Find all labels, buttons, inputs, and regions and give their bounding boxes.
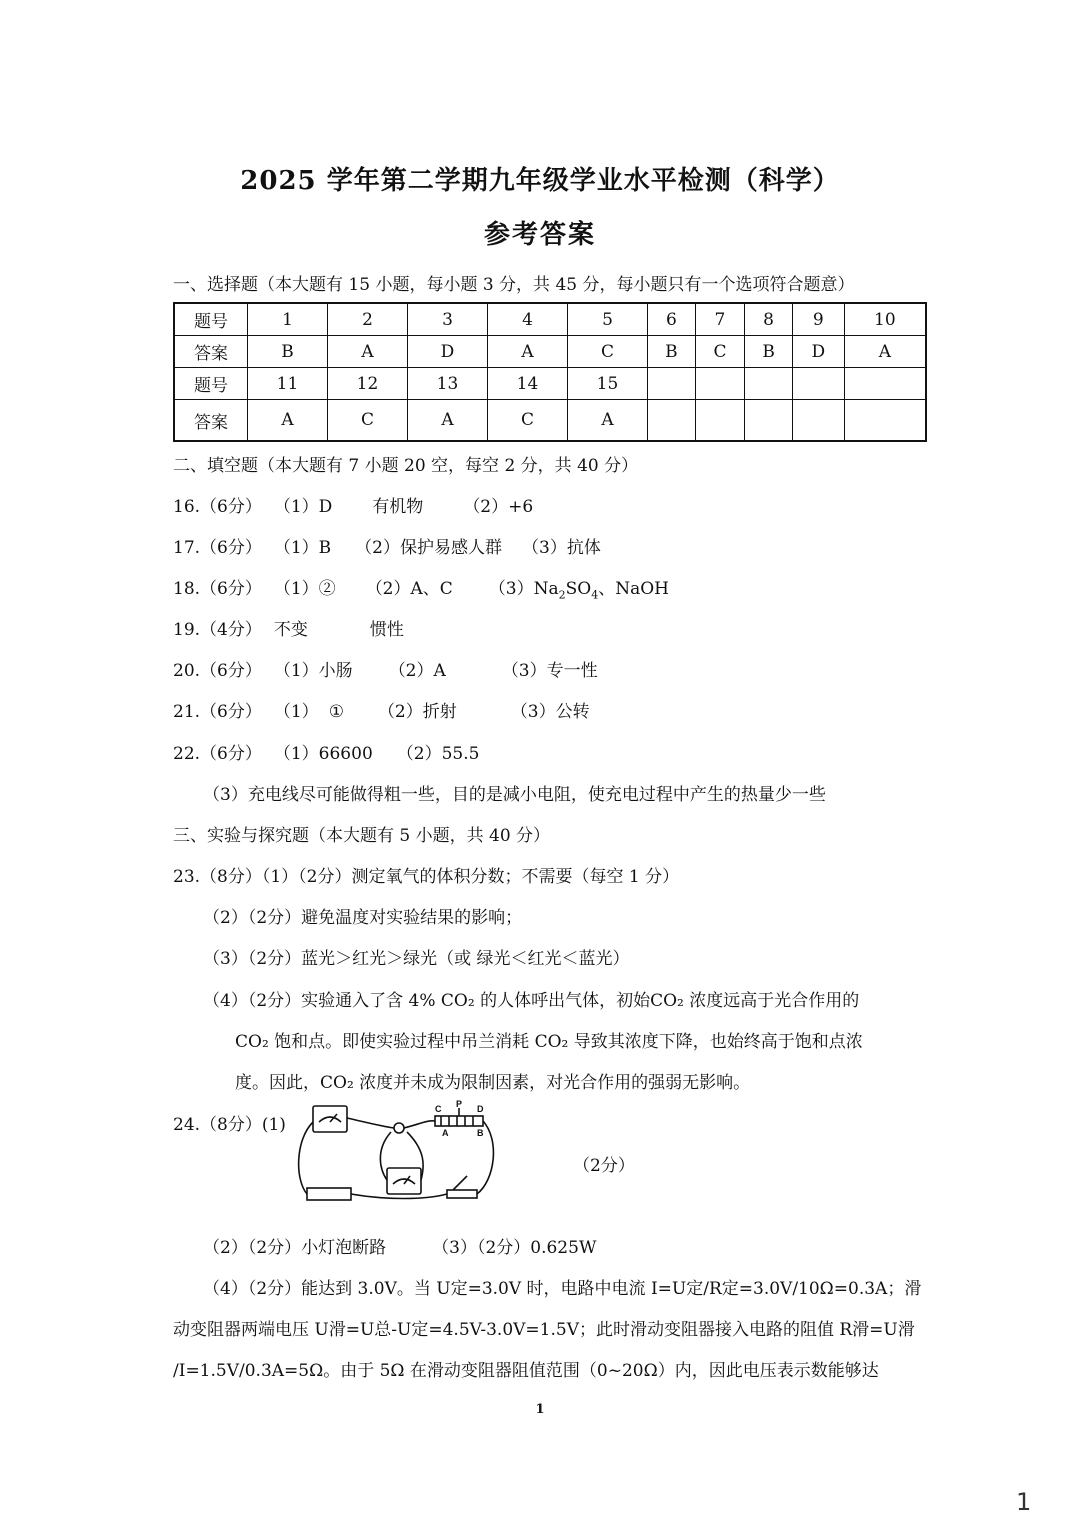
table-cell: C [695, 336, 745, 368]
section3-heading: 三、实验与探究题（本大题有 5 小题，共 40 分） [173, 826, 551, 846]
page-subtitle: 参考答案 [483, 220, 596, 250]
answer-q17 [173, 533, 601, 558]
answer-text: （3）抗体 [522, 538, 601, 558]
circuit-label: C [435, 1104, 442, 1114]
answer-q23-line: 23.（8分）（1）（2分）测定氧气的体积分数；不需要（每空 1 分） [173, 867, 680, 887]
answer-table [173, 302, 927, 442]
answer-text: （1）小肠 [273, 661, 353, 681]
answer-text: （2）+6 [463, 497, 534, 517]
table-cell: A [488, 336, 568, 368]
question-number: 17.（6分） [173, 538, 262, 558]
answer-text: （2）折射 [377, 702, 457, 722]
table-cell: 11 [248, 368, 328, 400]
table-cell: A [408, 400, 488, 442]
answer-q21 [173, 697, 590, 722]
table-cell: A [328, 336, 408, 368]
question-number: 20.（6分） [173, 661, 262, 681]
row-label: 答案 [174, 400, 248, 442]
table-cell [648, 368, 696, 400]
table-cell: 10 [844, 303, 926, 336]
table-row [174, 368, 926, 400]
answer-q24-line [203, 1233, 596, 1258]
table-cell [792, 400, 844, 442]
answer-text: （1）② [273, 579, 336, 599]
question-number: 19.（4分） [173, 620, 262, 640]
section2-heading: 二、填空题（本大题有 7 小题 20 空，每空 2 分，共 40 分） [173, 456, 639, 476]
table-cell: 2 [328, 303, 408, 336]
circuit-label: B [477, 1128, 484, 1138]
switch-shape [447, 1190, 477, 1198]
table-cell [648, 400, 696, 442]
table-cell: A [568, 400, 648, 442]
answer-q24-line: /I=1.5V/0.3A=5Ω。由于 5Ω 在滑动变阻器阻值范围（0~20Ω）内，因此电压表示数能够达 [173, 1361, 879, 1381]
answer-text: （2）A [388, 661, 446, 681]
answer-text: （1）B [273, 538, 332, 558]
table-cell [695, 368, 745, 400]
table-cell [792, 368, 844, 400]
table-cell: A [248, 400, 328, 442]
answer-q19 [173, 615, 404, 640]
page-number-corner: 1 [1016, 1488, 1032, 1516]
answer-q22-part3: （3）充电线尽可能做得粗一些，目的是减小电阻，使充电过程中产生的热量少一些 [203, 785, 826, 805]
row-label: 题号 [174, 303, 248, 336]
table-cell: A [844, 336, 926, 368]
table-cell: 4 [488, 303, 568, 336]
table-cell: 13 [408, 368, 488, 400]
answer-text: （2）A、C [365, 579, 453, 599]
row-label: 答案 [174, 336, 248, 368]
table-cell [695, 400, 745, 442]
question-number: 21.（6分） [173, 702, 262, 722]
answer-text: 有机物 [372, 497, 424, 517]
answer-text: （2）（2分）小灯泡断路 [203, 1238, 387, 1258]
circuit-label: P [456, 1100, 463, 1109]
answer-text: （1）D [273, 497, 333, 517]
answer-q18 [173, 574, 669, 601]
circuit-label: D [477, 1104, 484, 1114]
answer-text: （1） [273, 702, 319, 722]
page-number: 1 [535, 1402, 545, 1417]
table-cell: C [488, 400, 568, 442]
table-cell [745, 400, 793, 442]
table-cell: 7 [695, 303, 745, 336]
answer-q23-line: 度。因此，CO₂ 浓度并未成为限制因素，对光合作用的强弱无影响。 [235, 1073, 751, 1093]
table-cell: 12 [328, 368, 408, 400]
table-row [174, 336, 926, 368]
table-cell: B [648, 336, 696, 368]
table-cell: 6 [648, 303, 696, 336]
answer-text: （2）保护易感人群 [355, 538, 502, 558]
ammeter-shape [313, 1106, 347, 1132]
question-number: 18.（6分） [173, 579, 262, 599]
table-row [174, 400, 926, 442]
question-number: 22.（6分） [173, 744, 262, 764]
answer-text: （2）55.5 [396, 744, 480, 764]
table-cell: B [745, 336, 793, 368]
answer-text: 惯性 [369, 620, 404, 640]
table-cell: C [568, 336, 648, 368]
table-cell: 8 [745, 303, 793, 336]
answer-q24-line: （4）（2分）能达到 3.0V。当 U定=3.0V 时，电路中电流 I=U定/R定=3.0V/10Ω=0.3A；滑 [203, 1279, 922, 1299]
answer-text: $(3)Na_2SO_4$、NaOH [488, 579, 669, 602]
answer-q20 [173, 656, 598, 681]
battery-shape [307, 1188, 351, 1200]
table-cell: D [408, 336, 488, 368]
answer-q24-line: 动变阻器两端电压 U滑=U总-U定=4.5V-3.0V=1.5V；此时滑动变阻器接入电路的阻值 R滑=U滑 [173, 1320, 915, 1340]
table-row [174, 303, 926, 336]
question-number: 16.（6分） [173, 497, 262, 517]
table-cell: 14 [488, 368, 568, 400]
rheostat-shape [435, 1116, 483, 1126]
table-cell [844, 400, 926, 442]
answer-text: （1）66600 [273, 744, 373, 764]
answer-text: ① [328, 702, 344, 722]
answer-text: 不变 [273, 620, 308, 640]
answer-text: （3）专一性 [501, 661, 598, 681]
circuit-diagram [295, 1100, 500, 1208]
page-title: 2025 学年第二学期九年级学业水平检测（科学） [240, 166, 840, 196]
table-cell: C [328, 400, 408, 442]
answer-q22 [173, 739, 479, 764]
table-cell: B [248, 336, 328, 368]
answer-q23-line: （4）（2分）实验通入了含 4% CO₂ 的人体呼出气体，初始CO₂ 浓度远高于光合作用的 [203, 991, 860, 1011]
answer-q16 [173, 492, 533, 517]
answer-q23-line: （2）（2分）避免温度对实验结果的影响； [203, 908, 523, 928]
answer-text: （3）（2分）0.625W [432, 1238, 597, 1258]
voltmeter-shape [387, 1168, 421, 1194]
score-label: （2分） [573, 1156, 635, 1176]
table-cell: 1 [248, 303, 328, 336]
circuit-label: A [442, 1128, 449, 1138]
table-cell: 3 [408, 303, 488, 336]
table-cell: D [792, 336, 844, 368]
answer-q23-line: （3）（2分）蓝光＞红光＞绿光（或 绿光＜红光＜蓝光） [203, 949, 630, 969]
table-cell: 15 [568, 368, 648, 400]
lamp-shape [394, 1123, 404, 1133]
table-cell: 5 [568, 303, 648, 336]
answer-text: （3）公转 [510, 702, 590, 722]
table-cell [745, 368, 793, 400]
section1-heading: 一、选择题（本大题有 15 小题，每小题 3 分，共 45 分，每小题只有一个选项符合题意） [173, 275, 855, 295]
row-label: 题号 [174, 368, 248, 400]
answer-q23-line: CO₂ 饱和点。即使实验过程中吊兰消耗 CO₂ 导致其浓度下降，也始终高于饱和点浓 [235, 1032, 863, 1052]
table-cell [844, 368, 926, 400]
table-cell: 9 [792, 303, 844, 336]
question-number: 24.（8分）(1) [173, 1115, 286, 1135]
